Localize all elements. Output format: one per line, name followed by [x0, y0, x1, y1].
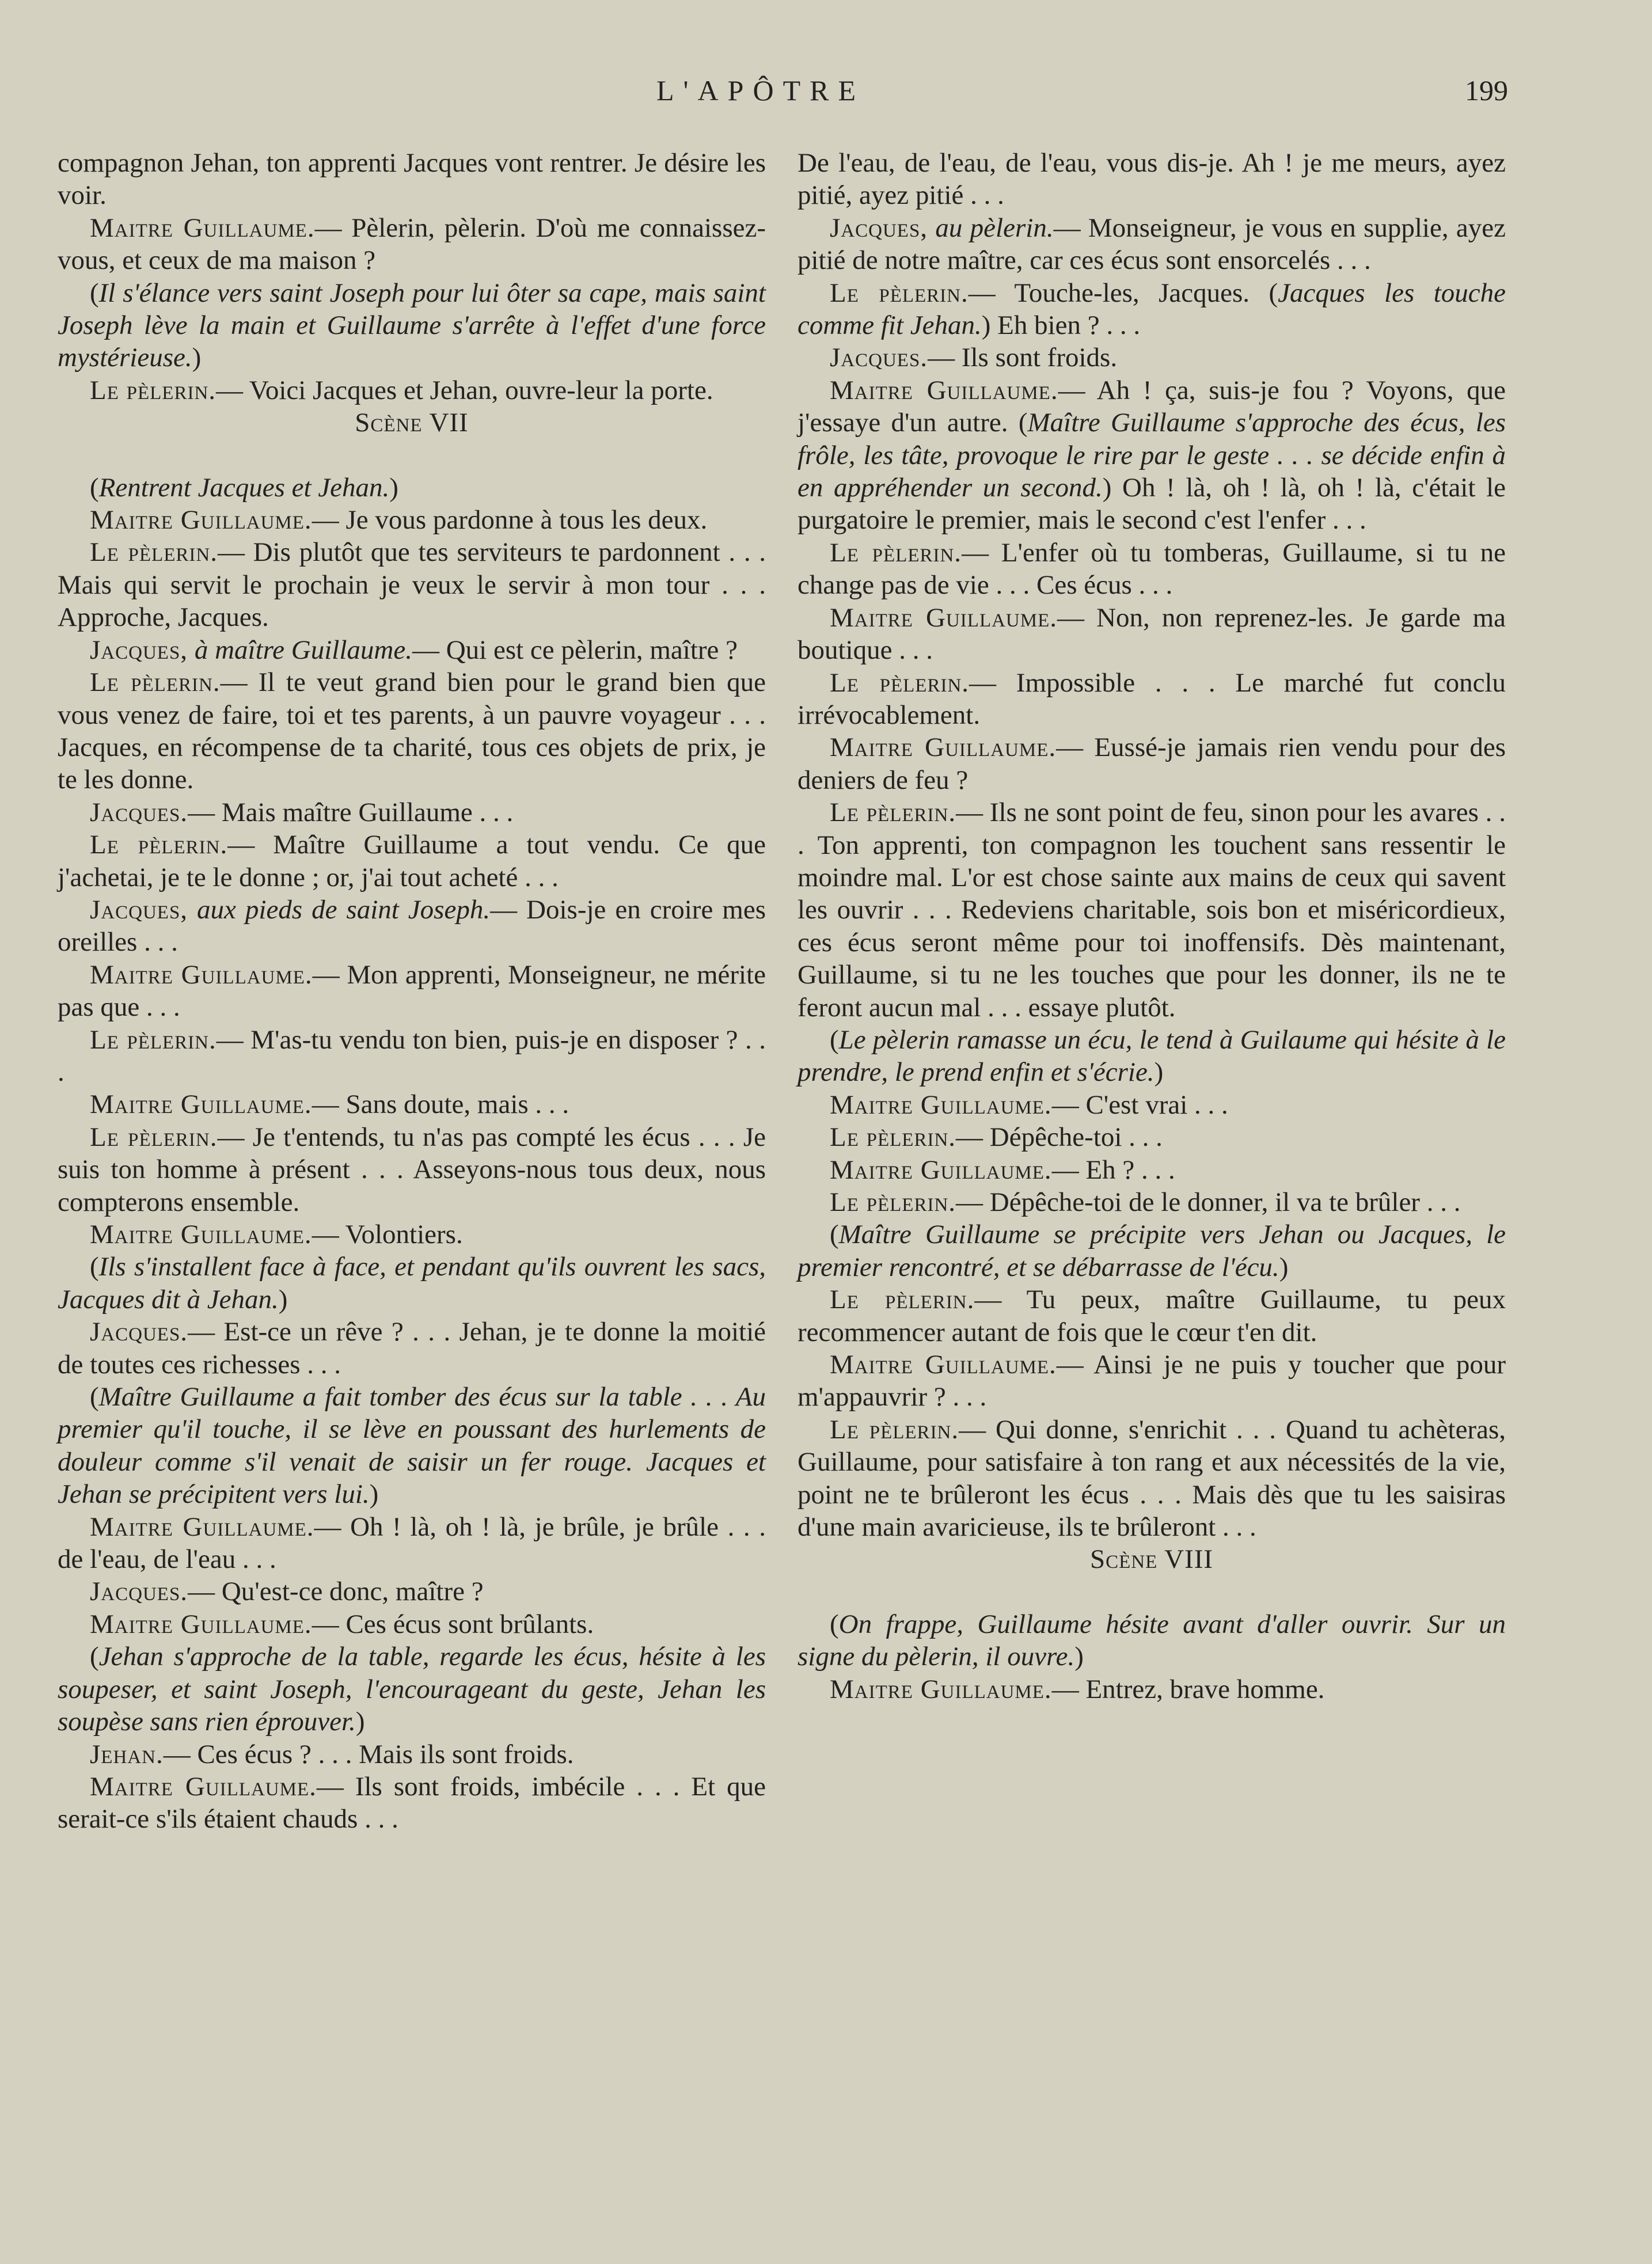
speaker-name: Le pèlerin.	[90, 375, 217, 405]
left-text-column	[58, 147, 766, 1836]
text-run: — Ces écus ? . . . Mais ils sont froids.	[163, 1739, 574, 1769]
paragraph	[58, 1024, 766, 1089]
paragraph	[797, 1283, 1506, 1348]
text-run: — Non, non reprenez-les. Je garde ma boutique . . .	[797, 602, 1506, 666]
text-run	[188, 895, 197, 925]
speaker-name: Jacques.	[90, 797, 188, 827]
speaker-name: Le pèlerin.	[90, 667, 221, 698]
paragraph	[797, 212, 1506, 277]
text-run: — Touche-les, Jacques. (	[968, 278, 1278, 308]
speaker-name: Maitre Guillaume.	[90, 1609, 312, 1639]
paragraph	[58, 634, 766, 666]
text-run: (	[90, 278, 99, 308]
paragraph	[797, 1121, 1506, 1153]
speaker-name: Maitre Guillaume.	[830, 602, 1058, 633]
text-run: — Qui est ce pèlerin, maître ?	[412, 635, 738, 665]
text-run	[928, 213, 935, 243]
text-run: )	[1154, 1057, 1164, 1088]
paragraph	[58, 796, 766, 829]
speaker-name: Jacques.	[830, 343, 928, 373]
text-run: — Volontiers.	[312, 1220, 463, 1249]
speaker-name: Maitre Guillaume.	[830, 1154, 1052, 1185]
text-run: — Dépêche-toi . . .	[956, 1122, 1163, 1153]
text-run: )	[389, 472, 398, 503]
text-run: — Ils sont froids.	[928, 343, 1118, 373]
text-run: — Pèlerin, pèlerin. D'où me connaissez-vous, et ceux de ma maison ?	[58, 212, 766, 276]
paragraph	[58, 1608, 766, 1640]
paragraph	[58, 1316, 766, 1381]
paragraph	[797, 374, 1506, 537]
speaker-name: Maitre Guillaume.	[90, 505, 312, 535]
text-run: )	[192, 343, 202, 373]
text-run: — Entrez, brave homme.	[1051, 1674, 1325, 1704]
stage-direction: Maître Guillaume a fait tomber des écus sur la table . . . Au premier qu'il touche, il se lève en poussant des hurlements de douleur comme s'il venait de saisir un fer rouge. Jacques et Jehan se précipitent vers lui.	[58, 1382, 766, 1510]
paragraph	[797, 602, 1506, 667]
text-run: — Il te veut grand bien pour le grand bien que vous venez de faire, toi et tes parents, à un pauvre voyageur . . . Jacques, en récompense de ta charité, tous ces objets de prix, je te les donne.	[58, 667, 766, 795]
text-run: — Ces écus sont brûlants.	[312, 1609, 594, 1639]
text-run: (	[830, 1024, 839, 1055]
text-run: (	[830, 1220, 839, 1250]
text-run: (	[90, 472, 99, 503]
right-text-column	[797, 147, 1506, 1705]
text-run: — Ils sont froids, imbécile . . . Et que serait-ce s'ils étaient chauds . . .	[58, 1771, 766, 1834]
speaker-name: Le pèlerin.	[90, 830, 228, 860]
paragraph	[58, 1088, 766, 1120]
text-run: )	[1279, 1252, 1289, 1282]
stage-direction: Il s'élance vers saint Joseph pour lui ôter sa cape, mais saint Joseph lève la main et Guillaume s'arrête à l'effet d'une force mystérieuse.	[58, 278, 766, 373]
paragraph	[58, 212, 766, 277]
paragraph	[797, 1089, 1506, 1121]
paragraph	[797, 1348, 1506, 1414]
text-run: — Eh ? . . .	[1051, 1154, 1175, 1185]
text-run: — Voici Jacques et Jehan, ouvre-leur la porte.	[216, 375, 713, 405]
stage-direction: à maître Guillaume.	[194, 635, 412, 665]
text-run: )	[278, 1284, 288, 1315]
speaker-name: Le pèlerin.	[830, 1187, 956, 1217]
paragraph	[797, 1414, 1506, 1544]
text-run: — Dis plutôt que tes serviteurs te pardonnent . . . Mais qui servit le prochain je veux le servir à mon tour . . . Approche, Jacques.	[58, 537, 766, 633]
text-run: De l'eau, de l'eau, de l'eau, vous dis-je. Ah ! je me meurs, ayez pitié, ayez pitié . . .	[797, 148, 1506, 211]
speaker-name: Le pèlerin.	[830, 797, 956, 828]
speaker-name: Le pèlerin.	[90, 1024, 217, 1055]
stage-direction: Maître Guillaume s'approche des écus, les frôle, les tâte, provoque le rire par le geste . . . se décide enfin à en appréhender un second.	[797, 408, 1506, 503]
text-run: ) Eh bien ? . . .	[981, 310, 1141, 341]
text-run: — Ah ! ça, suis-je fou ? Voyons, que j'essaye d'un autre. (	[797, 375, 1506, 438]
text-run: — Impossible . . . Le marché fut conclu irrévocablement.	[797, 667, 1506, 730]
paragraph	[58, 1251, 766, 1316]
text-run: — M'as-tu vendu ton bien, puis-je en disposer ? . . .	[58, 1024, 766, 1087]
text-run: (	[90, 1252, 99, 1282]
speaker-name: Maitre Guillaume.	[90, 959, 313, 990]
speaker-name: Jacques.	[90, 1577, 188, 1607]
text-run: — Est-ce un rêve ? . . . Jehan, je te donne la moitié de toutes ces richesses . . .	[58, 1317, 766, 1380]
paragraph	[797, 341, 1506, 374]
text-run: )	[1074, 1642, 1084, 1672]
text-run: — Eussé-je jamais rien vendu pour des deniers de feu ?	[797, 732, 1506, 795]
text-run: — Ils ne sont point de feu, sinon pour les avares . . . Ton apprenti, ton compagnon les touchent sans ressentir le moindre mal. L'or est chose sainte aux mains de ceux qui savent les ouvrir . . . Redeviens charitable, sois bon et miséricordieux, ces écus seront même pour toi inoffensifs. Dès maintenant, Guillaume, si tu ne les touches que pour les donner, ils ne te feront aucun mal . . . essaye plutôt.	[797, 797, 1506, 1023]
paragraph	[58, 1771, 766, 1836]
speaker-name: Scène VII	[355, 408, 469, 438]
page-header	[0, 74, 1652, 108]
speaker-name: Jacques,	[90, 894, 188, 925]
text-run: — Ainsi je ne puis y toucher que pour m'appauvrir ? . . .	[797, 1350, 1506, 1412]
stage-direction: Rentrent Jacques et Jehan.	[98, 472, 390, 503]
speaker-name: Maitre Guillaume.	[90, 1220, 312, 1249]
speaker-name: Maitre Guillaume.	[90, 1511, 314, 1542]
speaker-name: Jacques,	[90, 635, 188, 665]
speaker-name: Scène VIII	[1089, 1544, 1214, 1575]
stage-direction: On frappe, Guillaume hésite avant d'aller ouvrir. Sur un signe du pèlerin, il ouvre.	[797, 1609, 1506, 1672]
text-run: )	[369, 1479, 379, 1510]
paragraph	[58, 666, 766, 796]
paragraph	[58, 1381, 766, 1511]
page-number: 199	[1465, 74, 1508, 107]
text-run: — Qui donne, s'enrichit . . . Quand tu achèteras, Guillaume, pour satisfaire à ton rang et aux nécessités de la vie, point ne te brûleront les écus . . . Mais dès que tu les saisiras d'une main avaricieuse, ils te brûleront . . .	[797, 1414, 1506, 1543]
text-run: compagnon Jehan, ton apprenti Jacques vont rentrer. Je désire les voir.	[58, 148, 766, 211]
speaker-name: Maitre Guillaume.	[830, 375, 1058, 405]
speaker-name: Le pèlerin.	[90, 537, 218, 568]
speaker-name: Le pèlerin.	[830, 1285, 975, 1315]
text-run: — Mais maître Guillaume . . .	[188, 797, 514, 827]
paragraph	[58, 277, 766, 374]
paragraph	[58, 1218, 766, 1251]
stage-direction: Jacques les touche comme fit Jehan.	[797, 278, 1506, 341]
paragraph	[797, 667, 1506, 732]
stage-direction: au pèlerin.	[935, 212, 1054, 243]
text-run: — Maître Guillaume a tout vendu. Ce que j'achetai, je te le donne ; or, j'ai tout acheté . . .	[58, 830, 766, 892]
stage-direction: Le pèlerin ramasse un écu, le tend à Guilaume qui hésite à le prendre, le prend enfin et s'écrie.	[797, 1024, 1506, 1088]
paragraph	[797, 1154, 1506, 1186]
paragraph	[58, 1121, 766, 1218]
paragraph	[58, 829, 766, 894]
speaker-name: Jacques.	[90, 1317, 188, 1347]
text-run: — Qu'est-ce donc, maître ?	[188, 1577, 484, 1607]
stage-direction: aux pieds de saint Joseph.	[197, 894, 491, 925]
speaker-name: Maitre Guillaume.	[90, 1771, 317, 1802]
text-run: — Dois-je en croire mes oreilles . . .	[58, 894, 766, 958]
speaker-name: Le pèlerin.	[830, 1414, 959, 1445]
paragraph	[797, 1186, 1506, 1218]
text-run: — Oh ! là, oh ! là, je brûle, je brûle . . . de l'eau, de l'eau . . .	[58, 1511, 766, 1575]
text-run: — Tu peux, maître Guillaume, tu peux recommencer autant de fois que le cœur t'en dit.	[797, 1285, 1506, 1347]
text-run: — Dépêche-toi de le donner, il va te brûler . . .	[956, 1187, 1461, 1217]
text-run: — C'est vrai . . .	[1051, 1089, 1228, 1120]
paragraph-continued	[797, 147, 1506, 212]
speaker-name: Maitre Guillaume.	[830, 1089, 1052, 1120]
paragraph	[797, 731, 1506, 796]
paragraph	[58, 536, 766, 633]
paragraph	[58, 1511, 766, 1576]
speaker-name: Le pèlerin.	[830, 278, 969, 308]
text-run: ) Oh ! là, oh ! là, oh ! là, c'était le purgatoire le premier, mais le second c'est l'enfer . . .	[797, 473, 1506, 535]
speaker-name: Jacques,	[830, 212, 928, 243]
paragraph	[58, 472, 766, 504]
running-title: L'APÔTRE	[656, 74, 865, 107]
stage-direction: Jehan s'approche de la table, regarde les écus, hésite à les soupeser, et saint Joseph, l'encourageant du geste, Jehan les soupèse sans rien éprouver.	[58, 1642, 766, 1737]
text-run: — L'enfer où tu tomberas, Guillaume, si tu ne change pas de vie . . . Ces écus . . .	[797, 537, 1506, 601]
text-run: — Mon apprenti, Monseigneur, ne mérite pas que . . .	[58, 959, 766, 1023]
scene-heading	[58, 407, 766, 439]
text-run: )	[355, 1707, 365, 1737]
speaker-name: Maitre Guillaume.	[90, 212, 315, 243]
speaker-name: Jehan.	[90, 1739, 164, 1769]
stage-direction: Ils s'installent face à face, et pendant qu'ils ouvrent les sacs, Jacques dit à Jehan.	[58, 1252, 766, 1315]
speaker-name: Le pèlerin.	[830, 667, 970, 698]
paragraph	[797, 1608, 1506, 1673]
paragraph	[58, 1640, 766, 1738]
paragraph	[58, 1575, 766, 1608]
paragraph	[58, 894, 766, 959]
speaker-name: Maitre Guillaume.	[90, 1089, 312, 1120]
text-run	[188, 635, 195, 665]
text-run: — Je t'entends, tu n'as pas compté les écus . . . Je suis ton homme à présent . . . Asseyons-nous tous deux, nous compterons ensemble.	[58, 1122, 766, 1217]
speaker-name: Le pèlerin.	[830, 537, 962, 568]
text-run: (	[90, 1642, 99, 1672]
speaker-name: Maitre Guillaume.	[830, 1350, 1057, 1380]
text-run: — Monseigneur, je vous en supplie, ayez pitié de notre maître, car ces écus sont ensorcelés . . .	[797, 212, 1506, 276]
speaker-name: Le pèlerin.	[830, 1122, 956, 1153]
paragraph	[58, 504, 766, 536]
speaker-name: Maitre Guillaume.	[830, 1674, 1052, 1704]
stage-direction: Maître Guillaume se précipite vers Jehan ou Jacques, le premier rencontré, et se débarrasse de l'écu.	[797, 1220, 1506, 1282]
paragraph	[797, 277, 1506, 342]
paragraph	[797, 1024, 1506, 1089]
text-run: — Je vous pardonne à tous les deux.	[312, 505, 708, 535]
paragraph	[797, 1218, 1506, 1283]
speaker-name: Le pèlerin.	[90, 1122, 218, 1152]
paragraph	[58, 959, 766, 1024]
text-run: (	[830, 1609, 839, 1639]
paragraph	[58, 1738, 766, 1771]
scene-heading	[797, 1543, 1506, 1575]
paragraph	[797, 796, 1506, 1024]
paragraph	[797, 537, 1506, 602]
text-run: (	[90, 1382, 99, 1412]
text-run: — Sans doute, mais . . .	[312, 1089, 569, 1120]
paragraph-continued	[58, 147, 766, 212]
speaker-name: Maitre Guillaume.	[830, 732, 1057, 763]
paragraph	[797, 1673, 1506, 1705]
paragraph	[58, 374, 766, 407]
